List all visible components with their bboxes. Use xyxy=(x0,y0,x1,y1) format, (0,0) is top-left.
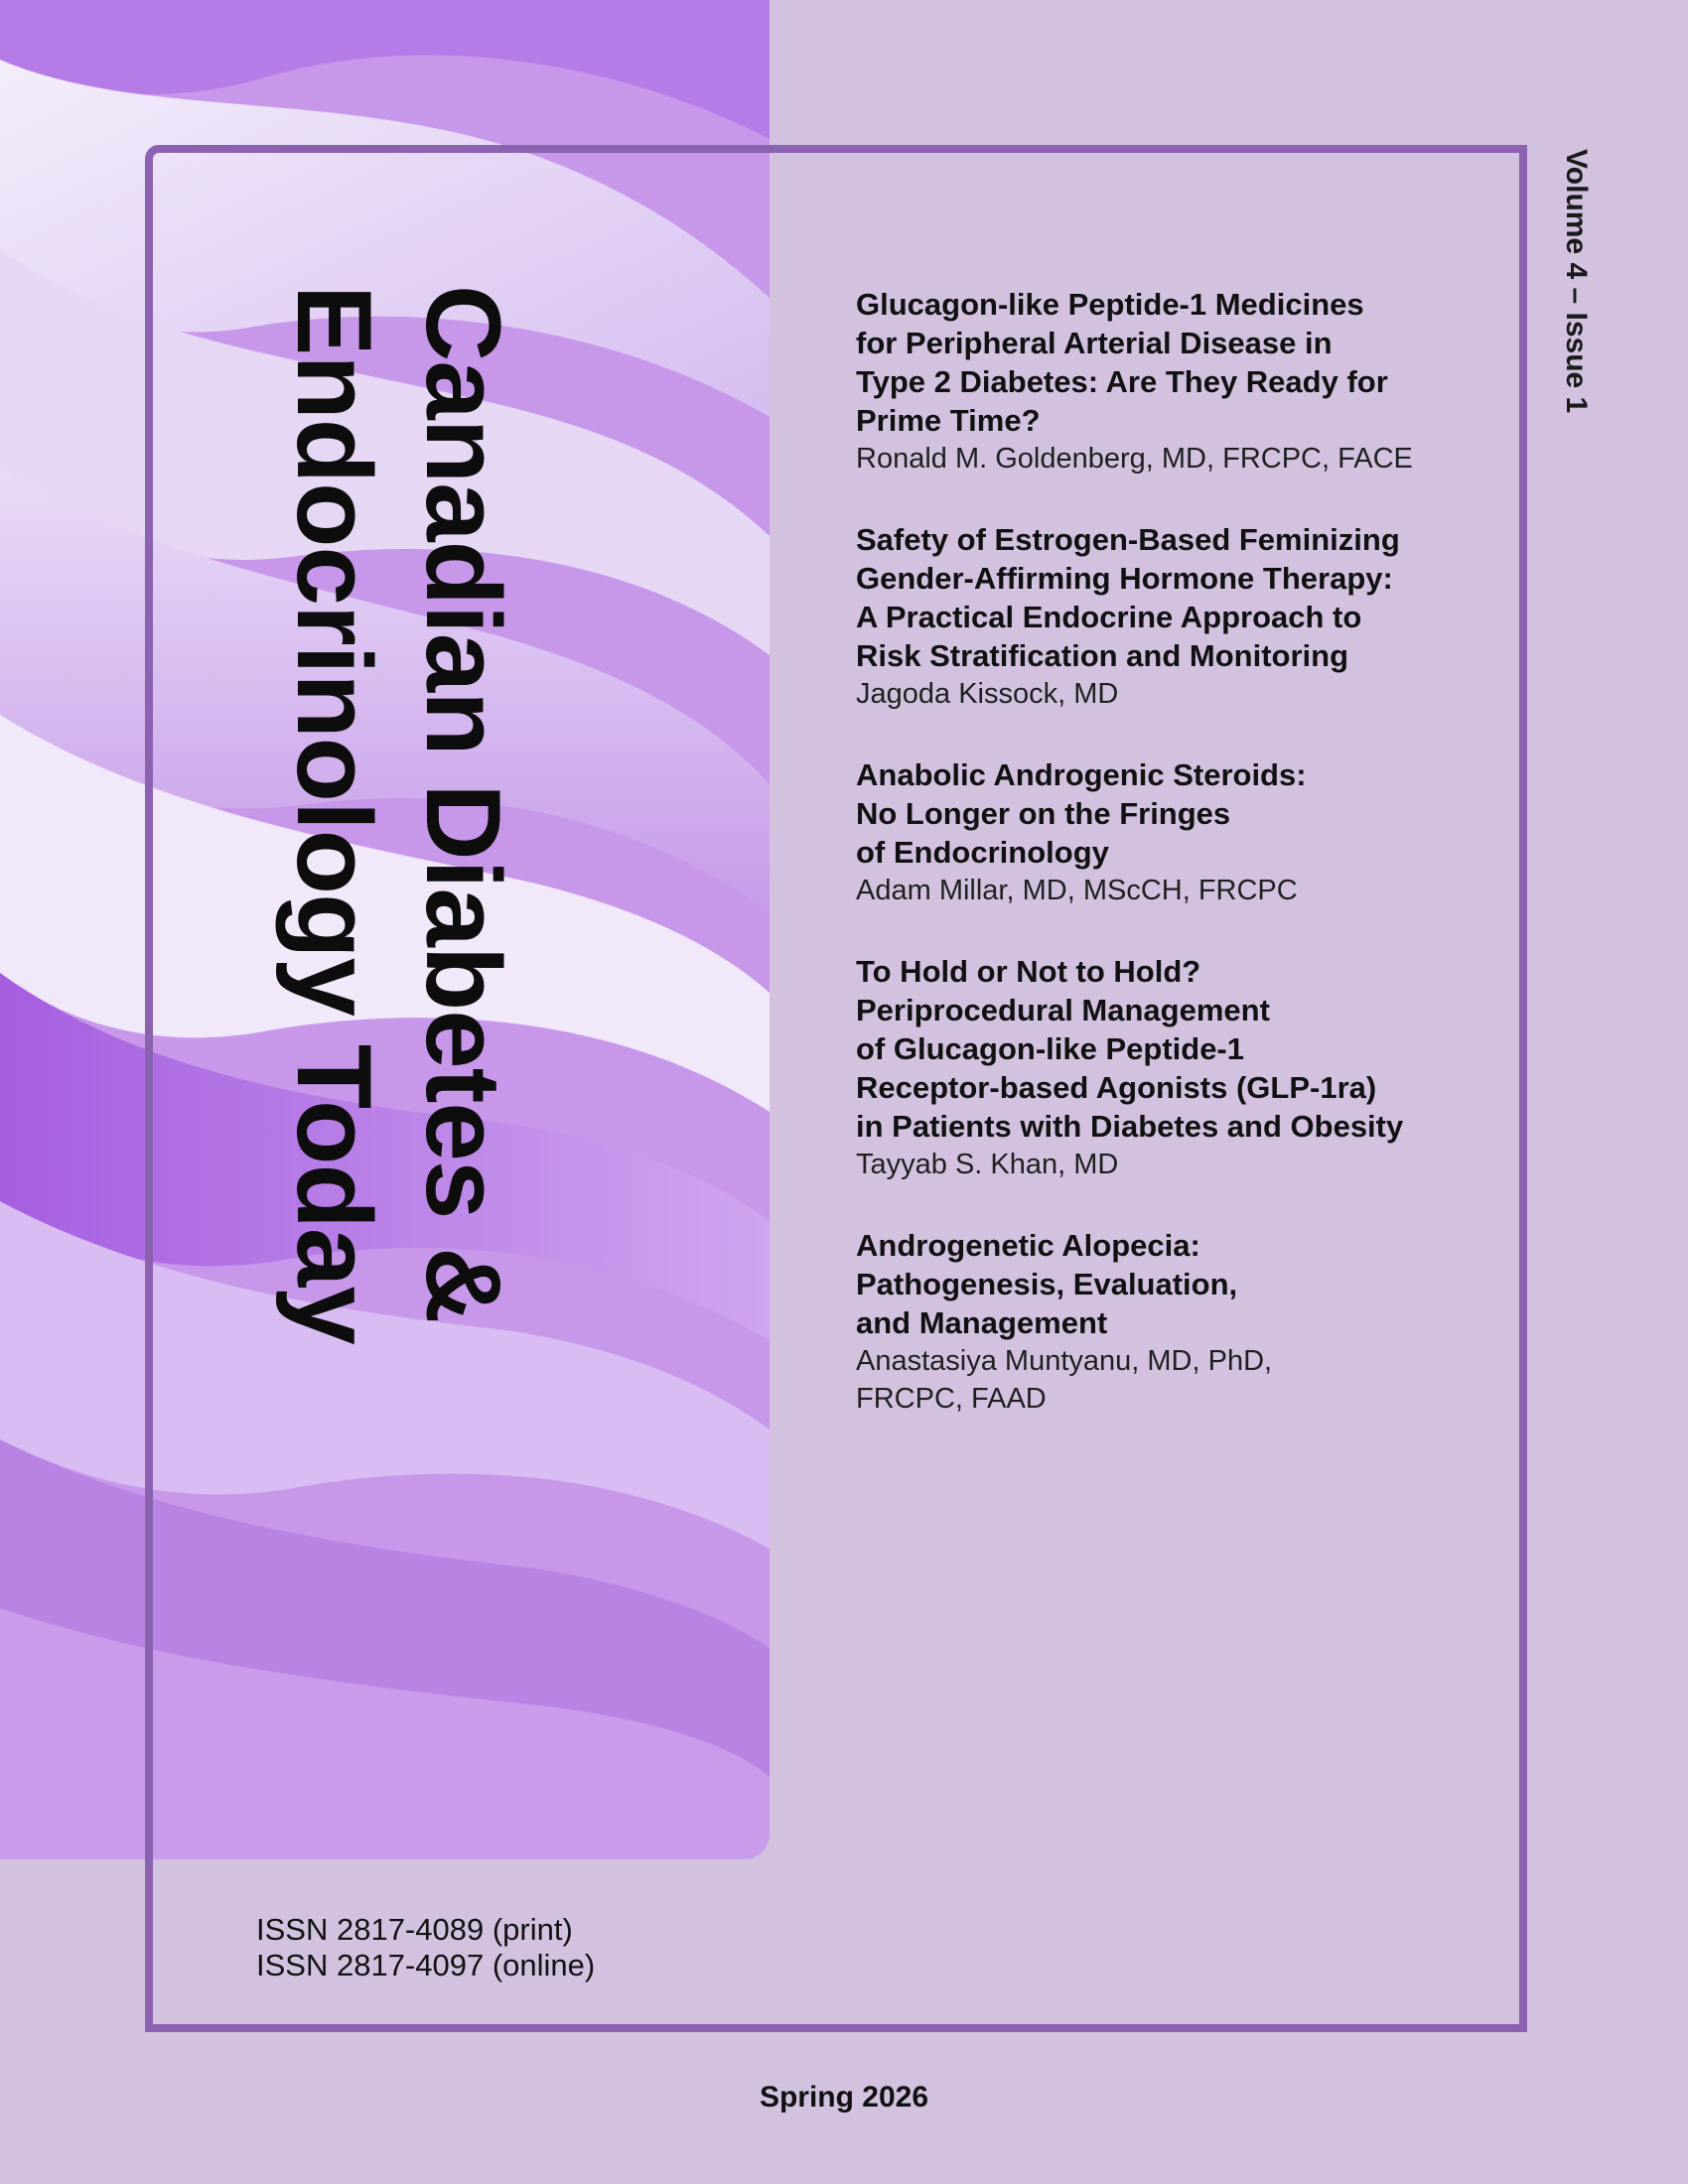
issn-online: ISSN 2817-4097 (online) xyxy=(256,1948,596,1982)
article-item xyxy=(856,755,1491,909)
article-item xyxy=(856,952,1491,1183)
volume-issue-label: Volume 4 – Issue 1 xyxy=(1560,149,1593,414)
article-author: Ronald M. Goldenberg, MD, FRCPC, FACE xyxy=(856,443,1413,475)
article-title: Androgenetic Alopecia: Pathogenesis, Evaluation, and Management xyxy=(856,1228,1238,1340)
article-title: Safety of Estrogen-Based Feminizing Gender-Affirming Hormone Therapy: A Practical Endocrine Approach to Risk Stratification and Monitoring xyxy=(856,522,1400,673)
article-list xyxy=(856,285,1491,1460)
article-title: Anabolic Androgenic Steroids: No Longer on the Fringes of Endocrinology xyxy=(856,757,1307,870)
article-item xyxy=(856,520,1491,713)
article-author: Jagoda Kissock, MD xyxy=(856,678,1119,710)
article-author: Adam Millar, MD, MScCH, FRCPC xyxy=(856,875,1298,906)
article-item xyxy=(856,285,1491,478)
article-title: Glucagon-like Peptide-1 Medicines for Peripheral Arterial Disease in Type 2 Diabetes: Are They Ready for Prime Time? xyxy=(856,287,1388,438)
issn-block xyxy=(256,1912,595,1983)
journal-title-line-2: Endocrinology Today xyxy=(275,285,394,1344)
article-title: To Hold or Not to Hold? Periprocedural Management of Glucagon-like Peptide-1 Receptor-based Agonists (GLP-1ra) in Patients with Diabetes and Obesity xyxy=(856,954,1404,1144)
article-author: Tayyab S. Khan, MD xyxy=(856,1149,1119,1180)
issue-season: Spring 2026 xyxy=(759,2081,929,2114)
issn-print: ISSN 2817-4089 (print) xyxy=(256,1912,573,1947)
article-item xyxy=(856,1226,1491,1418)
article-author: Anastasiya Muntyanu, MD, PhD, FRCPC, FAAD xyxy=(856,1345,1273,1415)
journal-masthead xyxy=(270,285,528,1675)
journal-title-line-1: Canadian Diabetes & xyxy=(404,285,523,1323)
